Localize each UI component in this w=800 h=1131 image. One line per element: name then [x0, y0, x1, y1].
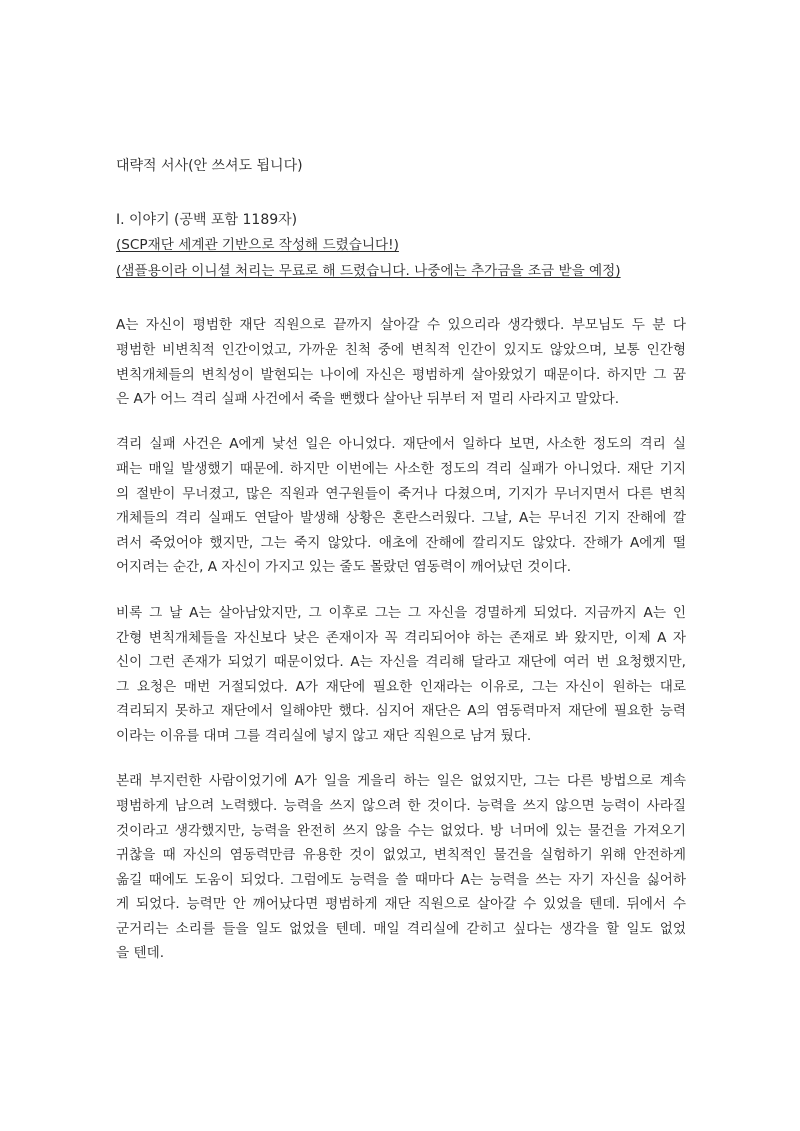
- section-title: I. 이야기 (공백 포함 1189자): [116, 212, 298, 228]
- paragraph-line: 려서 죽었어야 했지만, 그는 죽지 않았다. 애초에 잔해에 깔리지도 않았다. 잔해가 A에게 떨: [116, 535, 686, 551]
- note-line: (샘플용이라 이니셜 처리는 무료로 해 드렸습니다. 나중에는 추가금을 조금 받을 예정): [116, 263, 621, 279]
- paragraph-line: 개체들의 격리 실패도 연달아 발생해 상황은 혼란스러웠다. 그날, A는 무너진 기지 잔해에 깔: [116, 510, 686, 526]
- paragraph-line: 패는 매일 발생했기 때문에. 하지만 이번에는 사소한 정도의 격리 실패가 아니었다. 재단 기지: [116, 461, 686, 477]
- paragraph-line: A는 자신이 평범한 재단 직원으로 끝까지 살아갈 수 있으리라 생각했다. 부모님도 두 분 다: [116, 317, 686, 333]
- paragraph-line: 은 A가 어느 격리 실패 사건에서 죽을 뻔했다 살아난 뒤부터 저 멀리 사라지고 말았다.: [116, 391, 620, 407]
- paragraph-line: 평범한 비변칙적 인간이었고, 가까운 친척 중에 변칙적 인간이 있지도 않았으며, 보통 인간형: [116, 342, 686, 358]
- paragraph-line: 게 되었다. 능력만 안 깨어났다면 평범하게 재단 직원으로 살아갈 수 있었을 텐데. 뒤에서 수: [116, 896, 686, 912]
- note-line: (SCP재단 세계관 기반으로 작성해 드렸습니다!): [116, 237, 399, 253]
- document-heading: 대략적 서사(안 쓰셔도 됩니다): [116, 158, 303, 174]
- paragraph-line: 어지려는 순간, A 자신이 가지고 있는 줄도 몰랐던 염동력이 깨어났던 것이다.: [116, 559, 572, 575]
- paragraph-line: 군거리는 소리를 들을 일도 없었을 텐데. 매일 격리실에 갇히고 싶다는 생각을 할 일도 없었: [116, 921, 686, 937]
- paragraph-line: 격리되지 못하고 재단에서 일해야만 했다. 심지어 재단은 A의 염동력마저 재단에 필요한 능력: [116, 703, 686, 719]
- paragraph-line: 간형 변칙개체들을 자신보다 낮은 존재이자 꼭 격리되어야 하는 존재로 봐 왔지만, 이제 A 자: [116, 630, 686, 646]
- paragraph-line: 격리 실패 사건은 A에게 낯선 일은 아니었다. 재단에서 일하다 보면, 사소한 정도의 격리 실: [116, 436, 686, 452]
- paragraph-line: 비록 그 날 A는 살아남았지만, 그 이후로 그는 그 자신을 경멸하게 되었다. 지금까지 A는 인: [116, 605, 686, 621]
- paragraph-line: 을 텐데.: [116, 945, 165, 961]
- paragraph-line: 변칙개체들의 변칙성이 발현되는 나이에 자신은 평범하게 살아왔었기 때문이다. 하지만 그 꿈: [116, 367, 686, 383]
- paragraph-line: 옮길 때에도 도움이 되었다. 그럼에도 능력을 쓸 때마다 A는 능력을 쓰는 자기 자신을 싫어하: [116, 872, 686, 888]
- paragraph-line: 것이라고 생각했지만, 능력을 완전히 쓰지 않을 수는 없었다. 방 너머에 있는 물건을 가져오기: [116, 823, 686, 839]
- paragraph-line: 신이 그런 존재가 되었기 때문이었다. A는 자신을 격리해 달라고 재단에 여러 번 요청했지만,: [116, 654, 686, 670]
- paragraph-line: 이라는 이유를 대며 그를 격리실에 넣지 않고 재단 직원으로 남겨 뒀다.: [116, 728, 532, 744]
- paragraph-line: 그 요청은 매번 거절되었다. A가 재단에 필요한 인재라는 이유로, 그는 자신이 원하는 대로: [116, 679, 686, 695]
- paragraph-line: 본래 부지런한 사람이었기에 A가 일을 게을리 하는 일은 없었지만, 그는 다른 방법으로 계속: [116, 773, 686, 789]
- paragraph-line: 의 절반이 무너졌고, 많은 직원과 연구원들이 죽거나 다쳤으며, 기지가 무너지면서 다른 변칙: [116, 486, 686, 502]
- paragraph-line: 평범하게 남으려 노력했다. 능력을 쓰지 않으려 한 것이다. 능력을 쓰지 않으면 능력이 사라질: [116, 798, 686, 814]
- paragraph-line: 귀찮을 때 자신의 염동력만큼 유용한 것이 없었고, 변칙적인 물건을 실험하기 위해 안전하게: [116, 847, 686, 863]
